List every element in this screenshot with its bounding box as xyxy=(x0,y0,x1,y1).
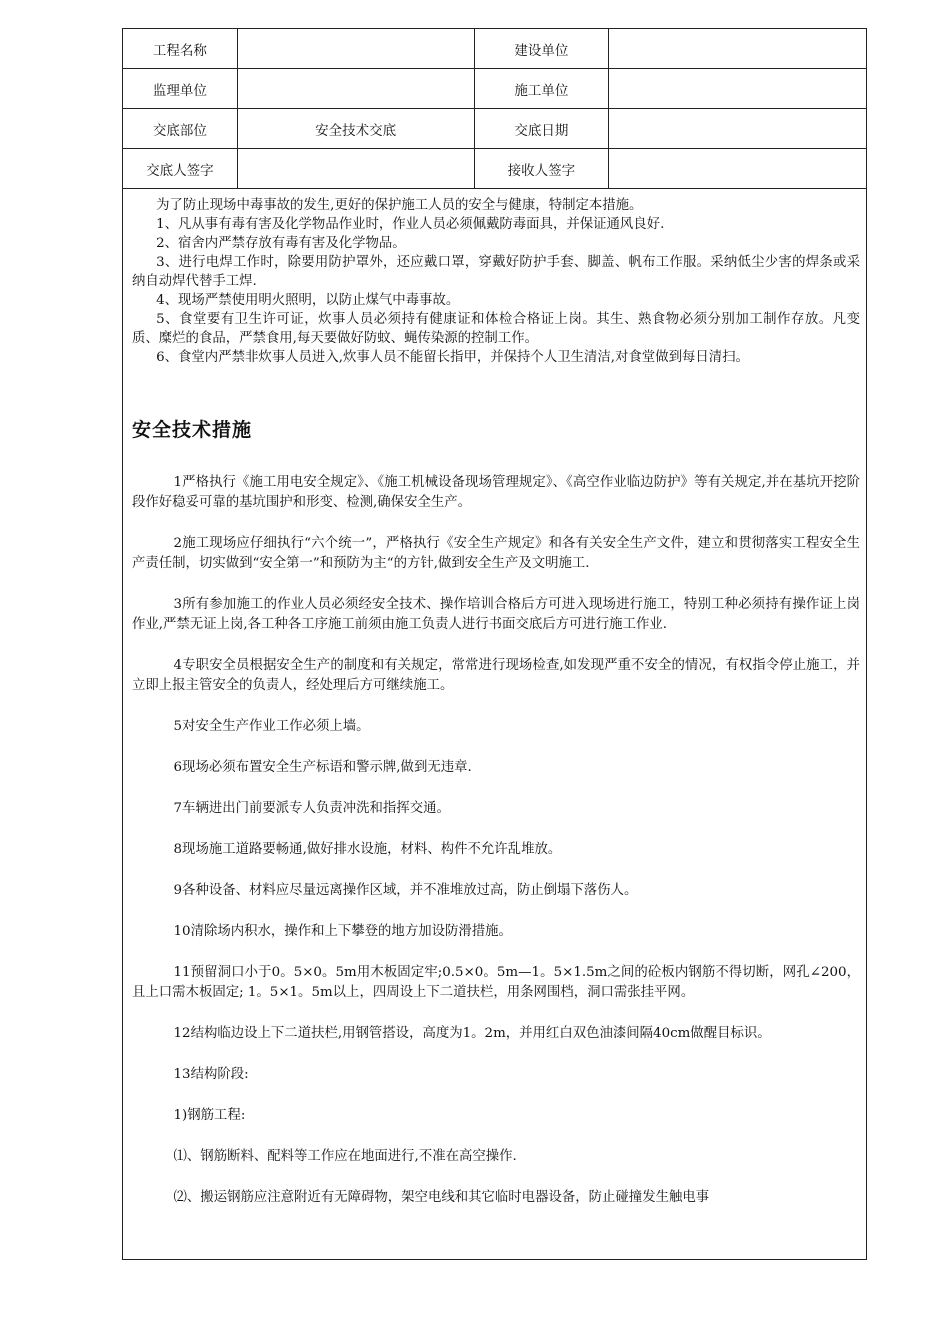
signer-field xyxy=(237,149,474,189)
measure-paragraph: 11预留洞口小于0。5×0。5m用木板固定牢;0.5×0。5m—1。5×1.5m之间的砼板内钢筋不得切断，网孔∠200，且上口需木板固定; 1。5×1。5m以上，四周设上下二道扶栏，用条网围档，洞口需张挂平网。 xyxy=(132,965,860,1000)
measure-paragraph: 6现场必须布置安全生产标语和警示牌,做到无违章. xyxy=(173,760,472,775)
section-heading: 安全技术措施 xyxy=(132,419,253,441)
measure-paragraph: 13结构阶段: xyxy=(173,1067,249,1082)
header-row-part xyxy=(123,109,867,149)
receiver-field xyxy=(609,149,867,189)
intro-paragraph: 2、宿舍内严禁存放有毒有害及化学物品。 xyxy=(156,236,406,251)
measure-paragraph: ⑴、钢筋断料、配料等工作应在地面进行,不准在高空操作. xyxy=(173,1149,517,1164)
supervisor-field xyxy=(237,69,474,109)
builder-field xyxy=(609,29,867,69)
supervisor-label: 监理单位 xyxy=(123,69,237,109)
document-sheet xyxy=(122,28,867,1260)
project-name-field xyxy=(237,29,474,69)
intro-paragraph: 5、食堂要有卫生许可证，炊事人员必须持有健康证和体检合格证上岗。其生、熟食物必须分别加工制作存放。凡变质、糜烂的食品，严禁食用,每天要做好防蚊、蝇传染源的控制工作。 xyxy=(132,312,860,346)
measure-paragraph: 5对安全生产作业工作必须上墙。 xyxy=(173,719,370,734)
intro-paragraph: 3、进行电焊工作时，除要用防护罩外，还应戴口罩，穿戴好防护手套、脚盖、帆布工作服。采纳低尘少害的焊条或采纳自动焊代替手工焊. xyxy=(132,255,860,289)
measure-paragraph: 3所有参加施工的作业人员必须经安全技术、操作培训合格后方可进入现场进行施工，特别工种必须持有操作证上岗作业,严禁无证上岗,各工种各工序施工前须由施工负责人进行书面交底后方可进行施工作业. xyxy=(132,597,860,632)
intro-paragraph: 1、凡从事有毒有害及化学物品作业时，作业人员必须佩戴防毒面具，并保证通风良好. xyxy=(156,217,665,232)
intro-paragraph: 4、现场严禁使用明火照明，以防止煤气中毒事故。 xyxy=(156,293,460,308)
signer-label: 交底人签字 xyxy=(123,149,237,189)
measures-section xyxy=(132,473,860,1229)
header-row-project xyxy=(123,29,867,69)
contractor-label: 施工单位 xyxy=(474,69,609,109)
part-field: 安全技术交底 xyxy=(237,109,474,149)
date-field xyxy=(609,109,867,149)
header-row-supervisor xyxy=(123,69,867,109)
builder-label: 建设单位 xyxy=(474,29,609,69)
header-table xyxy=(123,29,867,189)
measure-paragraph: 2施工现场应仔细执行“六个统一”，严格执行《安全生产规定》和各有关安全生产文件，建立和贯彻落实工程安全生产责任制，切实做到“安全第一”和预防为主“的方针,做到安全生产及文明施工. xyxy=(132,536,860,571)
measure-paragraph: 12结构临边设上下二道扶栏,用钢管搭设，高度为1。2m，并用红白双色油漆间隔40cm做醒目标识。 xyxy=(173,1026,771,1041)
part-label: 交底部位 xyxy=(123,109,237,149)
measure-paragraph: 4专职安全员根据安全生产的制度和有关规定，常常进行现场检查,如发现严重不安全的情况，有权指令停止施工，并立即上报主管安全的负责人，经处理后方可继续施工。 xyxy=(132,658,860,693)
header-row-signature xyxy=(123,149,867,189)
measure-paragraph: 1严格执行《施工用电安全规定》、《施工机械设备现场管理规定》、《高空作业临边防护》等有关规定,并在基坑开挖阶段作好稳妥可靠的基坑围护和形变、检测,确保安全生产。 xyxy=(132,475,860,510)
measure-paragraph: 7车辆进出门前要派专人负责冲洗和指挥交通。 xyxy=(173,801,450,816)
project-name-label: 工程名称 xyxy=(123,29,237,69)
intro-paragraph: 6、食堂内严禁非炊事人员进入,炊事人员不能留长指甲，并保持个人卫生清洁,对食堂做到每日清扫。 xyxy=(156,350,749,365)
intro-section xyxy=(132,196,860,367)
intro-paragraph: 为了防止现场中毒事故的发生,更好的保护施工人员的安全与健康，特制定本措施。 xyxy=(156,198,643,213)
measure-paragraph: ⑵、搬运钢筋应注意附近有无障碍物，架空电线和其它临时电器设备，防止碰撞发生触电事 xyxy=(173,1190,710,1205)
measure-paragraph: 10清除场内积水，操作和上下攀登的地方加设防滑措施。 xyxy=(173,924,512,939)
contractor-field xyxy=(609,69,867,109)
measure-paragraph: 8现场施工道路要畅通,做好排水设施，材料、构件不允许乱堆放。 xyxy=(173,842,562,857)
receiver-label: 接收人签字 xyxy=(474,149,609,189)
measure-paragraph: 9各种设备、材料应尽量远离操作区域，并不准堆放过高，防止倒塌下落伤人。 xyxy=(173,883,638,898)
measure-paragraph: 1)钢筋工程: xyxy=(173,1108,246,1123)
date-label: 交底日期 xyxy=(474,109,609,149)
